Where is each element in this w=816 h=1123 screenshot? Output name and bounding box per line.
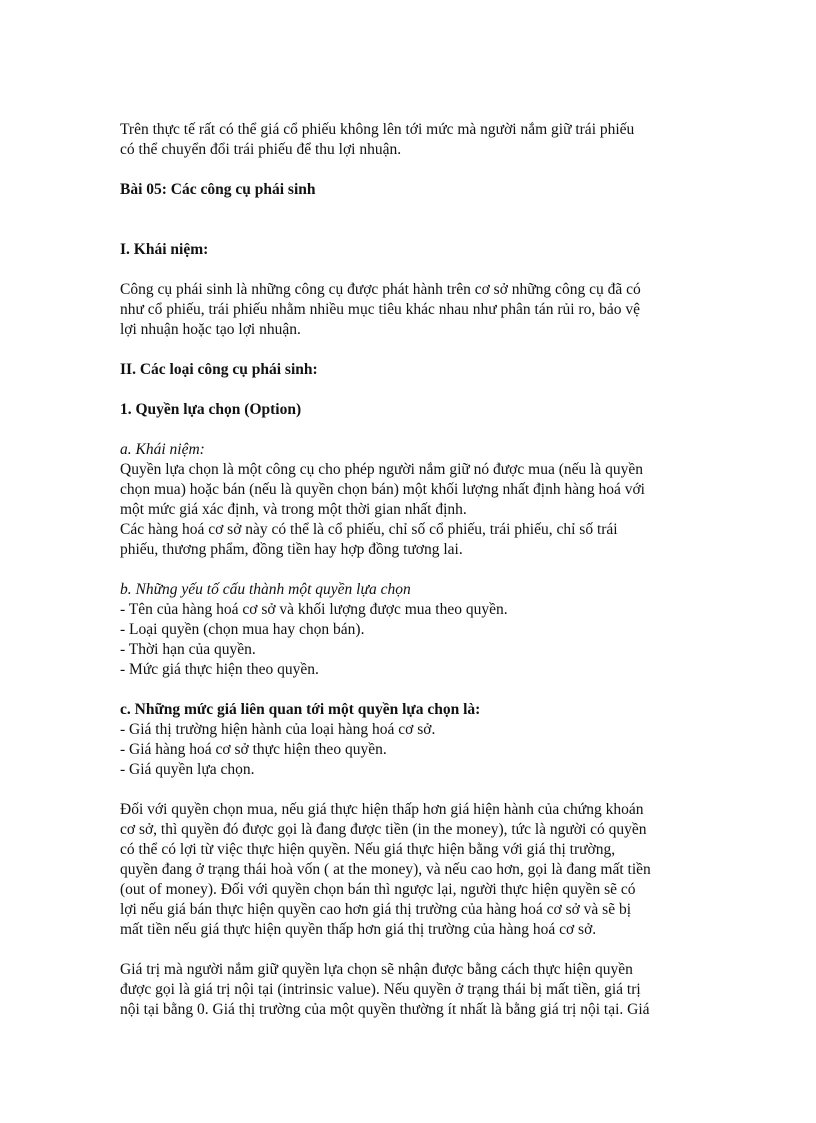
text-line: có thể chuyển đổi trái phiếu để thu lợi nhuận. <box>120 141 402 158</box>
text-line: một mức giá xác định, và trong một thời gian nhất định. <box>120 501 467 518</box>
list-item: - Giá thị trường hiện hành của loại hàng hoá cơ sở. <box>120 721 436 738</box>
part-c-block <box>120 700 690 780</box>
text-line: Công cụ phái sinh là những công cụ được phát hành trên cơ sở những công cụ đã có <box>120 281 641 298</box>
text-line: quyền đang ở trạng thái hoà vốn ( at the money), và nếu cao hơn, gọi là đang mất tiền <box>120 861 651 878</box>
text-line: cơ sở, thì quyền đó được gọi là đang được tiền (in the money), tức là người có quyền <box>120 821 647 838</box>
text-line: Đối với quyền chọn mua, nếu giá thực hiện thấp hơn giá hiện hành của chứng khoán <box>120 801 644 818</box>
document-page <box>120 120 690 1040</box>
text-line: (out of money). Đối với quyền chọn bán thì ngược lại, người thực hiện quyền sẽ có <box>120 881 636 898</box>
text-line: phiếu, thương phẩm, đồng tiền hay hợp đồng tương lai. <box>120 541 463 558</box>
text-line: mất tiền nếu giá thực hiện quyền thấp hơn giá thị trường của hàng hoá cơ sở. <box>120 921 597 938</box>
section-heading-concept: I. Khái niệm: <box>120 241 209 258</box>
text-line: lợi nhuận hoặc tạo lợi nhuận. <box>120 321 301 338</box>
part-b-block <box>120 580 690 680</box>
section-heading-types: II. Các loại công cụ phái sinh: <box>120 361 318 378</box>
text-line: được gọi là giá trị nội tại (intrinsic value). Nếu quyền ở trạng thái bị mất tiền, giá trị <box>120 981 641 998</box>
part-c-heading: c. Những mức giá liên quan tới một quyền lựa chọn là: <box>120 701 481 718</box>
subsection-heading-option: 1. Quyền lựa chọn (Option) <box>120 401 302 418</box>
list-item: - Giá quyền lựa chọn. <box>120 761 255 778</box>
list-item: - Giá hàng hoá cơ sở thực hiện theo quyền. <box>120 741 387 758</box>
intro-paragraph <box>120 120 690 160</box>
list-item: - Mức giá thực hiện theo quyền. <box>120 661 319 678</box>
text-line: Giá trị mà người nắm giữ quyền lựa chọn sẽ nhận được bằng cách thực hiện quyền <box>120 961 633 978</box>
lesson-title: Bài 05: Các công cụ phái sinh <box>120 181 316 198</box>
list-item: - Loại quyền (chọn mua hay chọn bán). <box>120 621 365 638</box>
text-line: Quyền lựa chọn là một công cụ cho phép người nắm giữ nó được mua (nếu là quyền <box>120 461 644 478</box>
text-line: như cổ phiếu, trái phiếu nhằm nhiều mục tiêu khác nhau như phân tán rủi ro, bảo vệ <box>120 301 640 318</box>
list-item: - Tên của hàng hoá cơ sở và khối lượng được mua theo quyền. <box>120 601 508 618</box>
text-line: Các hàng hoá cơ sở này có thể là cổ phiếu, chỉ số cổ phiếu, trái phiếu, chỉ số trái <box>120 521 618 538</box>
text-line: nội tại bằng 0. Giá thị trường của một quyền thường ít nhất là bằng giá trị nội tại. Giá <box>120 1001 650 1018</box>
text-line: lợi nếu giá bán thực hiện quyền cao hơn giá thị trường của hàng hoá cơ sở và sẽ bị <box>120 901 632 918</box>
intrinsic-value-paragraph <box>120 960 690 1020</box>
text-line: có thể có lợi từ việc thực hiện quyền. Nếu giá thực hiện bằng với giá thị trường, <box>120 841 616 858</box>
part-a-heading: a. Khái niệm: <box>120 441 205 458</box>
concept-paragraph <box>120 280 690 340</box>
list-item: - Thời hạn của quyền. <box>120 641 256 658</box>
text-line: chọn mua) hoặc bán (nếu là quyền chọn bán) một khối lượng nhất định hàng hoá với <box>120 481 645 498</box>
part-a-block <box>120 440 690 560</box>
call-put-paragraph <box>120 800 690 940</box>
text-line: Trên thực tế rất có thể giá cổ phiếu không lên tới mức mà người nắm giữ trái phiếu <box>120 121 635 138</box>
part-b-heading: b. Những yếu tố cấu thành một quyền lựa chọn <box>120 581 411 598</box>
